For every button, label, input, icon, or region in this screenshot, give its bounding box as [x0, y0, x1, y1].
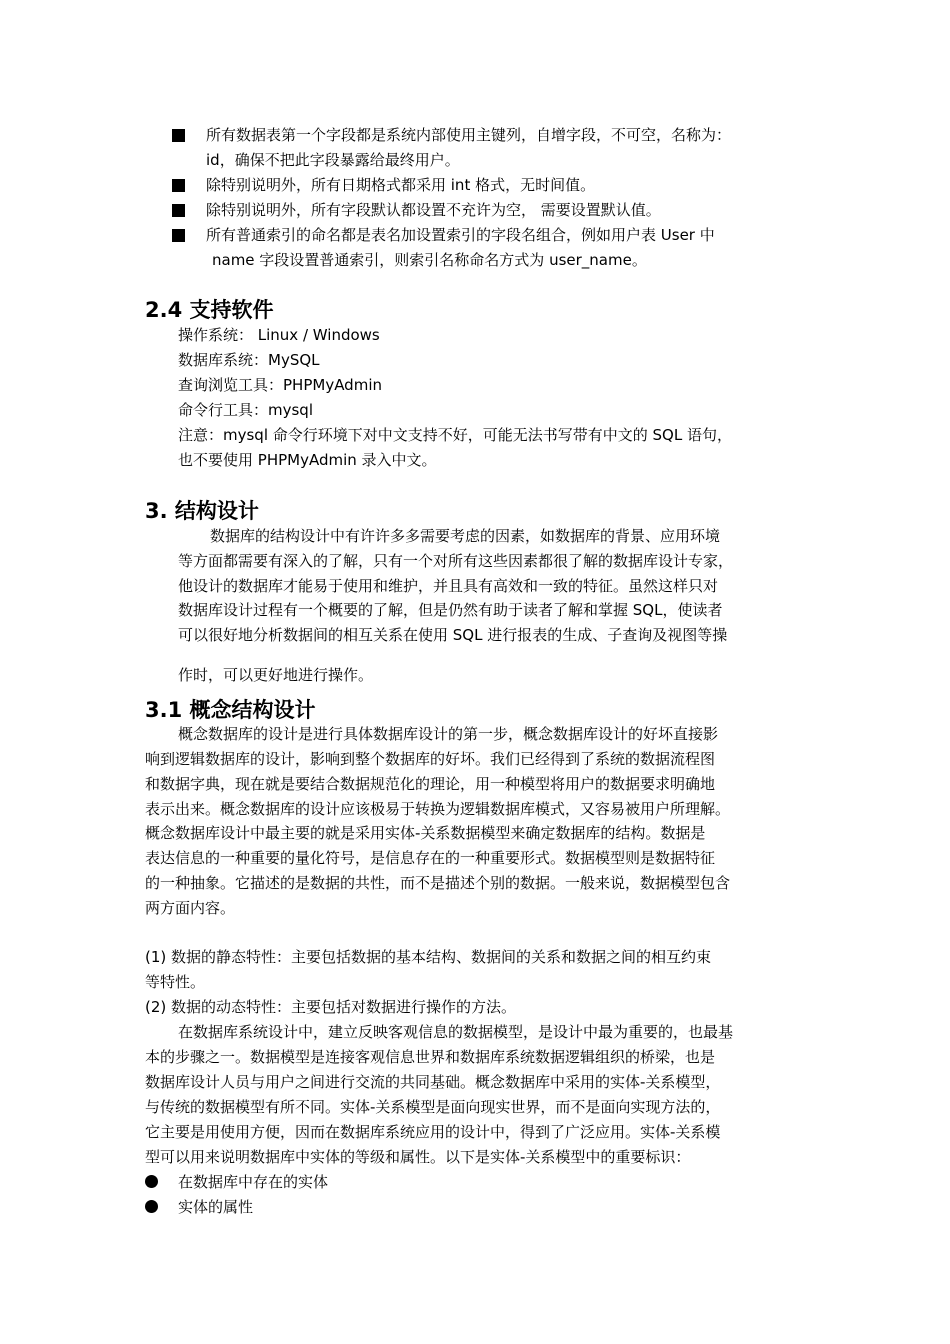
s31-para-line-1: 概念数据库的设计是进行具体数据库设计的第一步，概念数据库设计的好坏直接影 [178, 725, 719, 743]
s31-item-1-line-2: 等特性。 [145, 973, 206, 991]
s24-note-line-2: 也不要使用 PHPMyAdmin 录入中文。 [178, 451, 437, 469]
s31-para-line-8: 两方面内容。 [145, 899, 236, 917]
s31-para2-line-1: 在数据库系统设计中，建立反映客观信息的数据模型，是设计中最为重要的，也最基 [178, 1023, 734, 1041]
s31-para2-line-4: 与传统的数据模型有所不同。实体-关系模型是面向现实世界，而不是面向实现方法的， [145, 1098, 721, 1116]
square-bullet-icon [172, 229, 185, 242]
s31-para-line-2: 响到逻辑数据库的设计，影响到整个数据库的好坏。我们已经得到了系统的数据流程图 [145, 750, 716, 768]
s24-line-query-tool: 查询浏览工具：PHPMyAdmin [178, 376, 382, 394]
square-bullet-icon [172, 179, 185, 192]
circle-bullet-icon [145, 1175, 158, 1188]
s31-para2-line-3: 数据库设计人员与用户之间进行交流的共同基础。概念数据库中采用的实体-关系模型， [145, 1073, 721, 1091]
s24-line-cli-tool: 命令行工具：mysql [178, 401, 313, 419]
s31-para-line-7: 的一种抽象。它描述的是数据的共性，而不是描述个别的数据。一般来说，数据模型包含 [145, 874, 731, 892]
s3-para-line-5: 可以很好地分析数据间的相互关系在使用 SQL 进行报表的生成、子查询及视图等操 [178, 626, 728, 644]
s31-item-1-line-1: (1) 数据的静态特性：主要包括数据的基本结构、数据间的关系和数据之间的相互约束 [145, 948, 712, 966]
s24-line-db: 数据库系统：MySQL [178, 351, 320, 369]
s31-para-line-4: 表示出来。概念数据库的设计应该极易于转换为逻辑数据库模式，又容易被用户所理解。 [145, 800, 731, 818]
circle-bullet-icon [145, 1200, 158, 1213]
rule-4-line-1: 所有普通索引的命名都是表名加设置索引的字段名组合，例如用户表 User 中 [206, 226, 715, 244]
rule-1-line-2: id，确保不把此字段暴露给最终用户。 [206, 151, 460, 169]
s31-para-line-5: 概念数据库设计中最主要的就是采用实体-关系数据模型来确定数据库的结构。数据是 [145, 824, 706, 842]
rule-1-line-1: 所有数据表第一个字段都是系统内部使用主键列，自增字段，不可空，名称为： [206, 126, 732, 144]
section-3-1-heading: 3.1 概念结构设计 [145, 698, 316, 722]
s31-para2-line-5: 它主要是用使用方便，因而在数据库系统应用的设计中，得到了广泛应用。实体-关系模 [145, 1123, 721, 1141]
section-3-heading: 3. 结构设计 [145, 499, 259, 523]
s31-item-2: (2) 数据的动态特性：主要包括对数据进行操作的方法。 [145, 998, 517, 1016]
s31-para-line-3: 和数据字典，现在就是要结合数据规范化的理论，用一种模型将用户的数据要求明确地 [145, 775, 716, 793]
s31-para2-line-2: 本的步骤之一。数据模型是连接客观信息世界和数据库系统数据逻辑组织的桥梁，也是 [145, 1048, 716, 1066]
s3-para-line-4: 数据库设计过程有一个概要的了解，但是仍然有助于读者了解和掌握 SQL，使读者 [178, 601, 723, 619]
s3-para-line-3: 他设计的数据库才能易于使用和维护，并且具有高效和一致的特征。虽然这样只对 [178, 577, 719, 595]
s3-para-line-2: 等方面都需要有深入的了解，只有一个对所有这些因素都很了解的数据库设计专家， [178, 552, 734, 570]
rule-3: 除特别说明外，所有字段默认都设置不充许为空， 需要设置默认值。 [206, 201, 661, 219]
rule-4-line-2: name 字段设置普通索引，则索引名称命名方式为 user_name。 [212, 251, 647, 269]
s31-para-line-6: 表达信息的一种重要的量化符号，是信息存在的一种重要形式。数据模型则是数据特征 [145, 849, 716, 867]
s3-para-line-6: 作时，可以更好地进行操作。 [178, 666, 374, 684]
s24-note-line-1: 注意：mysql 命令行环境下对中文支持不好，可能无法书写带有中文的 SQL 语句， [178, 426, 732, 444]
rule-2: 除特别说明外，所有日期格式都采用 int 格式，无时间值。 [206, 176, 596, 194]
s31-para2-line-6: 型可以用来说明数据库中实体的等级和属性。以下是实体-关系模型中的重要标识： [145, 1148, 691, 1166]
s3-para-line-1: 数据库的结构设计中有许许多多需要考虑的因素，如数据库的背景、应用环境 [210, 527, 721, 545]
s31-bullet-attribute: 实体的属性 [178, 1198, 254, 1216]
square-bullet-icon [172, 129, 185, 142]
square-bullet-icon [172, 204, 185, 217]
section-2-4-heading: 2.4 支持软件 [145, 298, 274, 322]
s31-bullet-entity: 在数据库中存在的实体 [178, 1173, 329, 1191]
s24-line-os: 操作系统： Linux / Windows [178, 326, 380, 344]
